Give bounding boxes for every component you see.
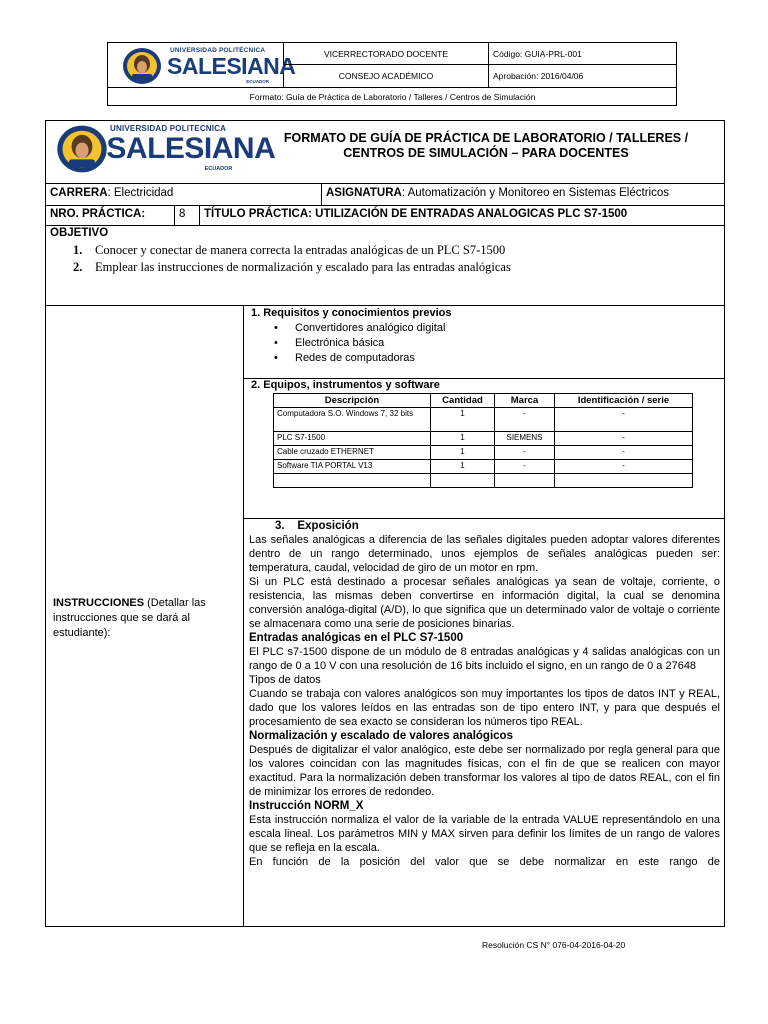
resolution-footer: Resolución CS N° 076-04-2016-04-20 [482,940,626,950]
equipos-title: 2. Equipos, instrumentos y software [251,379,440,391]
titulo-practica [204,208,627,220]
carrera-label: CARRERA [50,187,108,199]
logo-name: SALESIANA [106,132,276,165]
practice-guide-form [45,120,725,927]
equipos-header: Descripción [274,394,431,408]
exposicion-title: 3. Exposición [275,520,359,532]
equipos-header: Cantidad [431,394,495,408]
form-title [251,131,721,161]
practica-row [46,206,724,226]
logo-university-line: UNIVERSIDAD POLITECNICA [110,124,227,133]
table-row: Computadora S.O. Windows 7, 32 bits 1 - - [274,408,693,432]
table-row: PLC S7-1500 1 SIEMENS - [274,432,693,446]
exposicion-paragraph: Cuando se trabaja con valores analógicos son muy importantes los tipos de datos INT y REAL, dado que los valores leídos en las entradas son de tipo entero INT, y para que después el procesamiento de sea exacto se consideran los números tipo REAL. [249,688,720,728]
table-row [274,474,693,488]
logo-name: SALESIANA [167,53,296,79]
carrera-field [50,187,173,199]
requisito-item: • Redes de computadoras [274,352,415,364]
equipos-header: Marca [495,394,555,408]
exposicion-paragraph: El PLC s7-1500 dispone de un módulo de 8 entradas analógicas y 4 salidas analógicas con un rango de 0 a 10 V con una resolución de 16 bits incluido el signo, en un rango de 0 a 27648 [249,646,720,672]
formato-cell: Formato: Guía de Práctica de Laboratorio / Talleres / Centros de Simulación [249,92,536,102]
equipos-table [273,393,693,488]
header-logo-cell [108,43,296,88]
vicerrectorado-cell: VICERRECTORADO DOCENTE [284,43,489,65]
ups-logo-large [56,124,276,174]
objetivo-label: OBJETIVO [50,227,109,239]
requisito-item: • Electrónica básica [274,337,385,349]
titulo-practica-value: : UTILIZACIÓN DE ENTRADAS ANALOGICAS PLC S7-1500 [308,208,628,220]
exposicion-section [249,519,720,869]
document-header [107,42,677,106]
table-row: Software TIA PORTAL V13 1 - - [274,460,693,474]
logo-country: ECUADOR [246,79,269,84]
equipos-header: Identificación / serie [555,394,693,408]
logo-university-line: UNIVERSIDAD POLITÉCNICA [170,47,266,54]
titulo-practica-label: TÍTULO PRÁCTICA [204,208,309,220]
requisito-item: • Convertidores analógico digital [274,322,446,334]
exposicion-paragraph: En función de la posición del valor que se debe normalizar en este rango de [249,856,720,868]
asignatura-label: ASIGNATURA [326,187,402,199]
exposicion-paragraph: Esta instrucción normaliza el valor de la variable de la entrada VALUE representándolo en una escala lineal. Los parámetros MIN y MAX sirven para definir los límites de un rango de valores que se refleja en la escala. [249,814,720,854]
consejo-cell: CONSEJO ACADÉMICO [284,65,489,88]
instrucciones-label: INSTRUCCIONES (Detallar las instrucciones que se dará al estudiante): [53,597,206,639]
exposicion-paragraph: Después de digitalizar el valor analógico, este debe ser normalizado por regla general para que los valores coincidan con las magnitudes físicas, con el fin de que se realicen con mayor exactitud. Para la normalización deben transformar los valores al tipo de datos REAL, con el fin de minimizar los errores de redondeo. [249,744,720,798]
objetivo-row [46,226,724,306]
carrera-row [46,184,724,206]
asignatura-value: : Automatización y Monitoreo en Sistemas Eléctricos [401,187,669,199]
section-heading: Normalización y escalado de valores analógicos [249,730,513,742]
nro-practica-label: NRO. PRÁCTICA: [50,208,146,220]
objetivo-item: 2. Emplear las instrucciones de normalización y escalado para las entradas analógicas [73,260,511,274]
title-row [46,121,724,184]
exposicion-paragraph: Si un PLC está destinado a procesar señales analógicas ya sean de voltaje, corriente, o resistencia, las mismas deben convertirse en información digital, la cual se denomina conversión analóga-digital (A/D), lo que significa que un determinado valor de voltaje o corriente se almacenara como una serie de posiciones binarias. [249,576,720,630]
ups-crest-icon [122,47,162,85]
logo-country: ECUADOR [204,166,233,172]
aprobacion-cell: Aprobación: 2016/04/06 [489,65,677,88]
ups-logo [122,47,296,85]
requisitos-list [274,321,445,366]
exposicion-paragraph: Tipos de datos [249,674,321,686]
ups-crest-icon [56,124,108,174]
section-heading: Entradas analógicas en el PLC S7-1500 [249,632,464,644]
objetivos-list [73,242,511,276]
section-heading: Instrucción NORM_X [249,800,364,812]
form-title-line2: CENTROS DE SIMULACIÓN – PARA DOCENTES [343,146,629,160]
exposicion-paragraph: Las señales analógicas a diferencia de las señales digitales pueden adoptar valores diferentes dentro de un rango determinado, unos ejemplos de señales analógicas pueden ser: temperatura, caudal, velocidad de giro de un motor en rpm. [249,534,720,574]
codigo-cell: Código: GUIA-PRL-001 [489,43,677,65]
form-title-line1: FORMATO DE GUÍA DE PRÁCTICA DE LABORATORIO / TALLERES / [283,131,689,145]
requisitos-title: 1. Requisitos y conocimientos previos [251,307,452,319]
nro-practica-value: 8 [179,208,186,220]
table-row: Cable cruzado ETHERNET 1 - - [274,446,693,460]
objetivo-item: 1. Conocer y conectar de manera correcta la entradas analógicas de un PLC S7-1500 [73,243,506,257]
asignatura-field [326,187,669,199]
carrera-value: : Electricidad [107,187,174,199]
